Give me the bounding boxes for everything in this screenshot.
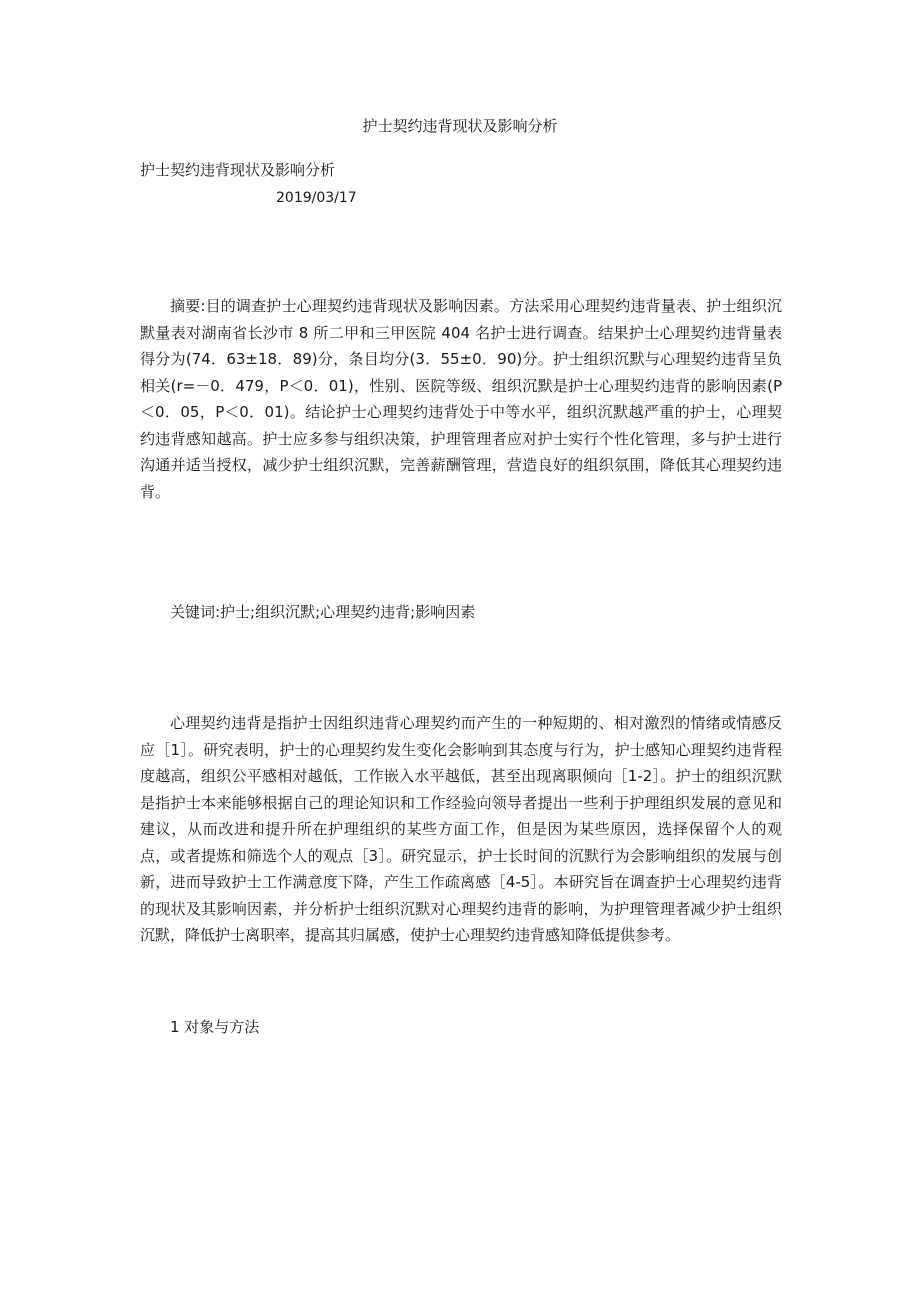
document-title: 护士契约违背现状及影响分析 (362, 117, 558, 135)
document-subtitle: 护士契约违背现状及影响分析 (140, 161, 336, 179)
introduction-paragraph: 心理契约违背是指护士因组织违背心理契约而产生的一种短期的、相对激烈的情绪或情感反应［1］。研究表明，护士的心理契约发生变化会影响到其态度与行为，护士感知心理契约违背程度越高，组织公平感相对越低，工作嵌入水平越低，甚至出现离职倾向［1-2］。护士的组织沉默是指护士本来能够根据自己的理论知识和工作经验向领导者提出一些利于护理组织发展的意见和建议，从而改进和提升所在护理组织的某些方面工作，但是因为某些原因，选择保留个人的观点，或者提炼和筛选个人的观点［3］。研究显示，护士长时间的沉默行为会影响组织的发展与创新，进而导致护士工作满意度下降，产生工作疏离感［4-5］。本研究旨在调查护士心理契约违背的现状及其影响因素，并分析护士组织沉默对心理契约违背的影响，为护理管理者减少护士组织沉默，降低护士离职率，提高其归属感，使护士心理契约违背感知降低提供参考。 (140, 714, 782, 944)
keywords-paragraph: 关键词:护士;组织沉默;心理契约违背;影响因素 (170, 603, 476, 621)
section-heading: 1 对象与方法 (170, 1018, 260, 1036)
abstract-paragraph: 摘要:目的调查护士心理契约违背现状及影响因素。方法采用心理契约违背量表、护士组织沉默量表对湖南省长沙市 8 所二甲和三甲医院 404 名护士进行调查。结果护士心理契约违背量表得分为(74．63±18．89)分，条目均分(3．55±0．90)分。护士组织沉默与心理契约违背呈负相关(r=－0．479，P＜0．01)，性别、医院等级、组织沉默是护士心理契约违背的影响因素(P＜0．05，P＜0．01)。结论护士心理契约违背处于中等水平，组织沉默越严重的护士，心理契约违背感知越高。护士应多参与组织决策，护理管理者应对护士实行个性化管理，多与护士进行沟通并适当授权，减少护士组织沉默，完善薪酬管理，营造良好的组织氛围，降低其心理契约违背。 (140, 297, 782, 501)
publish-date: 2019/03/17 (276, 190, 357, 206)
